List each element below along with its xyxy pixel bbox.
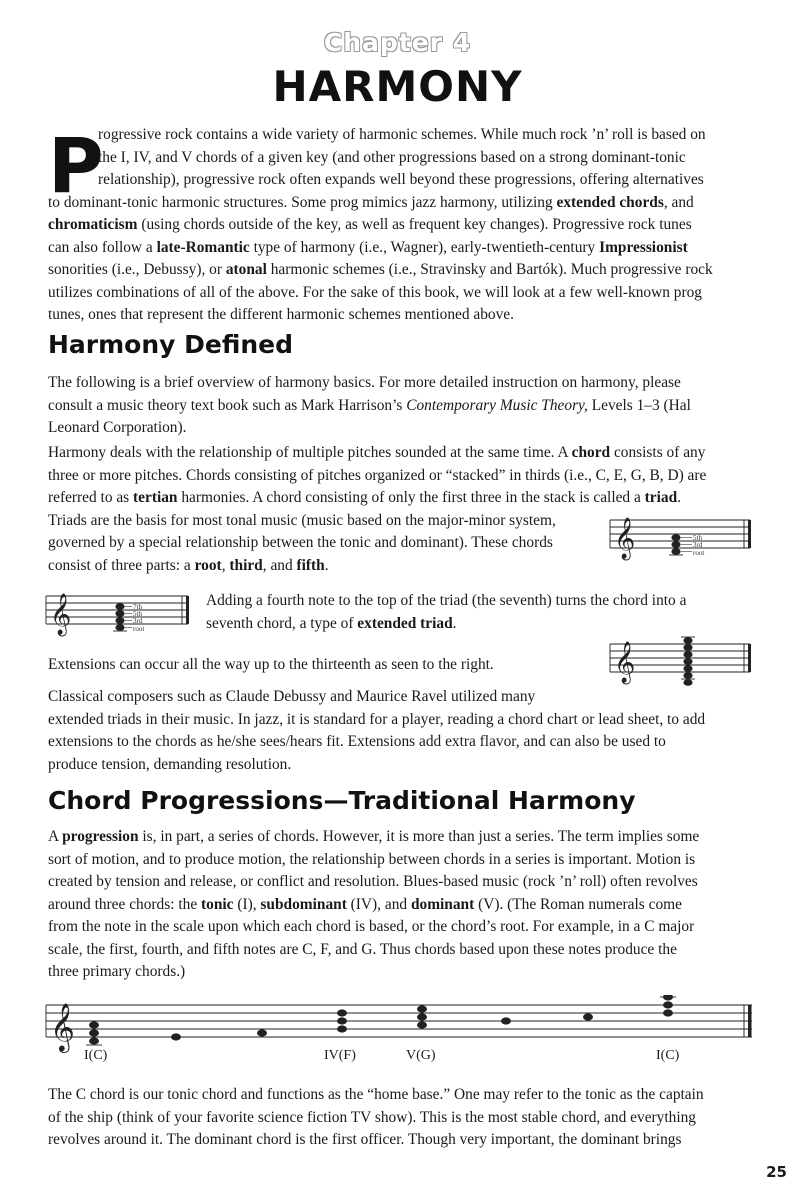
term-tertian: tertian [133, 489, 178, 506]
seventh-label: 7th [133, 603, 142, 611]
triad-label: 3rd [693, 541, 703, 549]
book-title: Contemporary Music Theory, [406, 396, 588, 414]
treble-clef-icon: 𝄞 [614, 518, 636, 558]
treble-clef-icon: 𝄞 [50, 1005, 75, 1051]
chapter-label: Chapter 4 [323, 28, 472, 57]
paragraph: The C chord is our tonic chord and functions as the “home base.” One may refer to the tonic as the captain of the ship (think of your favorite science fiction TV show). This is the most stable chord, and everything revolves around it. The dominant chord is the first officer. Though very important, the dominant brings [48, 1086, 704, 1148]
term-dominant: dominant [410, 895, 475, 913]
heading-harmony-defined: Harmony Defined [48, 330, 294, 359]
term-progression: progression [62, 828, 139, 845]
triad-staff-figure [608, 512, 756, 570]
page-number: 25 [766, 1163, 787, 1181]
triad-label: 5th [693, 534, 702, 542]
chapter-title: HARMONY [272, 62, 523, 111]
seventh-chord-staff-figure [44, 590, 194, 638]
intro-line: to dominant-tonic harmonic structures. Some prog mimics jazz harmony, utilizing extended chords, and [48, 193, 694, 211]
intro-line: relationship), progressive rock often expands well beyond these progressions, offering alternatives [98, 171, 704, 188]
chord-label: V(G) [406, 1048, 436, 1063]
term-atonal: atonal [225, 261, 267, 278]
intro-line: tunes, ones that represent the different harmonic schemes mentioned above. [48, 306, 514, 323]
term-chord: chord [571, 444, 611, 461]
paragraph: The following is a brief overview of harmony basics. For more detailed instruction on harmony, please consult a music theory text book such as Mark Harrison’s Contemporary Music Theory, Levels 1–3 (Hal Leonard Corporation). [48, 374, 691, 436]
seventh-label: root [133, 625, 145, 633]
seventh-label: 3rd [133, 617, 143, 625]
term-subdominant: subdominant [260, 895, 347, 913]
term-third: third [229, 556, 263, 574]
intro-line: rogressive rock contains a wide variety of harmonic schemes. While much rock ’n’ roll is based on [98, 126, 706, 143]
term-chromaticism: chromaticism [48, 216, 138, 233]
treble-clef-icon: 𝄞 [614, 642, 636, 682]
intro-line: the I, IV, and V chords of a given key (and other progressions based on a strong dominant-tonic [98, 148, 686, 166]
chord-label: I(C) [84, 1048, 108, 1063]
paragraph: Extensions can occur all the way up to the thirteenth as seen to the right. [48, 656, 494, 673]
intro-line: sonorities (i.e., Debussy), or atonal harmonic schemes (i.e., Stravinsky and Bartók). Much progressive rock [48, 261, 713, 278]
term-root: root [194, 556, 222, 574]
paragraph: Adding a fourth note to the top of the triad (the seventh) turns the chord into a seventh chord, a type of extended triad. [206, 592, 687, 632]
paragraph: A progression is, in part, a series of chords. However, it is more than just a series. The term implies some sort of motion, and to produce motion, the relationship between chords in a series is important. Motion is created by tension and release, or conflict and resolution. Blues-based music (rock ’n’ roll) often revolves around three chords: the tonic (I), subdominant (IV), and dominant (V). (The Roman numerals come from the note in the scale upon which each chord is based, or the chord’s root. For example, in a C major scale, the first, fourth, and fifth notes are C, F, and G. Thus chords based upon these notes produce the three primary chords.) [48, 828, 700, 980]
chord-label: IV(F) [324, 1048, 356, 1063]
drop-cap: P [48, 121, 104, 210]
treble-clef-icon: 𝄞 [50, 594, 72, 634]
intro-line: utilizes combinations of all of the above. For the sake of this book, we will look at a few well-known prog [48, 283, 702, 301]
term-late-romantic: late-Romantic [156, 238, 250, 256]
progression-staff-figure [44, 995, 756, 1065]
intro-lines-indented [98, 124, 750, 192]
term-extended-triad: extended triad [357, 614, 453, 632]
term-triad: triad [644, 489, 678, 506]
chord-label: I(C) [656, 1048, 680, 1063]
intro-line: can also follow a late-Romantic type of harmony (i.e., Wagner), early-twentieth-century Impressionist [48, 238, 688, 256]
term-impressionist: Impressionist [599, 238, 688, 256]
paragraph: Harmony deals with the relationship of multiple pitches sounded at the same time. A chord consists of any three or more pitches. Chords consisting of pitches organized or “stacked” in thirds (i.e., C, E, G, B, D) are referred to as tertian harmonies. A chord consisting of only the first three in the stack is called a triad. Triads are the basis for most tonal music (music based on the major-minor system, governed by a special relationship between the tonic and dominant). These chords consist of three parts: a root, third, and fifth. [48, 444, 707, 574]
intro-lines [48, 192, 748, 327]
term-fifth: fifth [296, 556, 325, 574]
heading-chord-progressions: Chord Progressions—Traditional Harmony [48, 786, 636, 815]
triad-label: root [693, 549, 705, 557]
paragraph: Classical composers such as Claude Debussy and Maurice Ravel utilized many extended triads in their music. In jazz, it is standard for a player, reading a chord chart or lead sheet, to add extensions to the chords as he/she sees/hears fit. Extensions add extra flavor, and can also be used to produce tension, demanding resolution. [48, 688, 706, 773]
seventh-label: 5th [133, 610, 142, 618]
extensions-staff-figure [608, 632, 756, 688]
term-tonic: tonic [201, 895, 234, 913]
intro-line: chromaticism (using chords outside of the key, as well as frequent key changes). Progressive rock tunes [48, 216, 692, 233]
term-extended-chords: extended chords [556, 193, 664, 211]
